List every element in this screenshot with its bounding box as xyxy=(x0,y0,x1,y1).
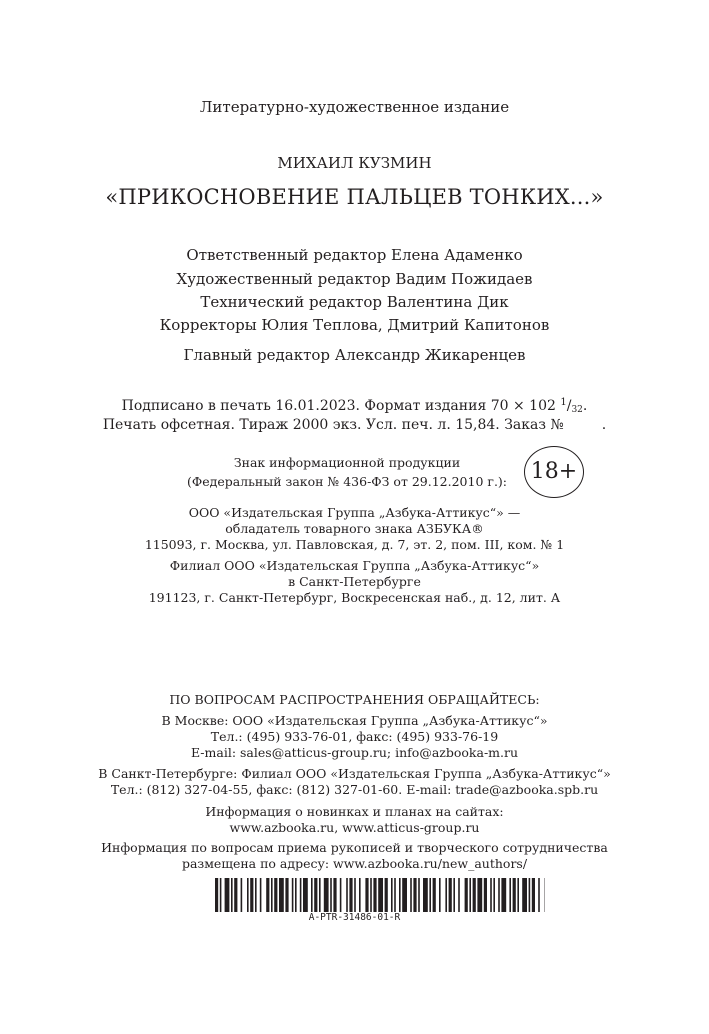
barcode-bar xyxy=(295,878,297,912)
credit-line: Технический редактор Валентина Дик xyxy=(200,293,509,311)
barcode-bar xyxy=(330,878,332,912)
barcode-bar xyxy=(354,878,356,912)
barcode-bar xyxy=(493,878,495,912)
barcode-bar xyxy=(385,878,388,912)
branch-address: 191123, г. Санкт-Петербург, Воскресенская наб., д. 12, лит. А xyxy=(148,590,561,605)
barcode-bar xyxy=(449,878,452,912)
barcode-bar xyxy=(231,878,233,912)
barcode-bar xyxy=(509,878,511,912)
barcode-bar xyxy=(340,878,342,912)
barcode-bar xyxy=(365,878,368,912)
barcode-bar xyxy=(349,878,352,912)
barcode-bar xyxy=(410,878,412,912)
author-name: МИХАИЛ КУЗМИН xyxy=(277,154,432,172)
barcode-bar xyxy=(529,878,531,912)
barcode-bar xyxy=(445,878,447,912)
barcode-bar xyxy=(359,878,361,912)
barcode-bar xyxy=(391,878,393,912)
branch-line: в Санкт-Петербурге xyxy=(288,574,421,589)
barcode-bar xyxy=(247,878,249,912)
format-period: . xyxy=(582,398,588,414)
barcode-bar xyxy=(490,878,492,912)
barcode-bar xyxy=(453,878,455,912)
barcode-bar xyxy=(285,878,288,912)
format-numerator: 1 xyxy=(560,397,567,408)
barcode-bar xyxy=(241,878,243,912)
print-run-text: Печать офсетная. Тираж 2000 экз. Усл. печ. л. 15,84. Заказ № xyxy=(102,417,564,433)
spb-contact: В Санкт-Петербурге: Филиал ООО «Издательская Группа „Азбука-Аттикус“» xyxy=(98,766,611,781)
barcode-bar xyxy=(423,878,428,912)
barcode-bar xyxy=(324,878,329,912)
barcode-bar xyxy=(303,878,308,912)
barcode-bar xyxy=(319,878,321,912)
barcode-bar xyxy=(266,878,269,912)
barcode-bar xyxy=(255,878,257,912)
format-slash: / xyxy=(566,398,572,414)
barcode-bar xyxy=(522,878,527,912)
barcode-bar xyxy=(300,878,302,912)
credit-line: Художественный редактор Вадим Пожидаев xyxy=(176,270,533,288)
barcode-bar xyxy=(538,878,540,912)
credit-line: Корректоры Юлия Теплова, Дмитрий Капитонов xyxy=(159,316,550,334)
barcode-bar xyxy=(439,878,441,912)
manuscript-info: размещена по адресу: www.azbooka.ru/new_authors/ xyxy=(181,856,528,871)
publisher-line: обладатель товарного знака АЗБУКА® xyxy=(225,521,484,536)
barcode-bar xyxy=(225,878,230,912)
barcode-bar xyxy=(311,878,313,912)
barcode-bar xyxy=(402,878,407,912)
moscow-contact: Тел.: (495) 933-76-01, факс: (495) 933-76-19 xyxy=(210,729,499,744)
barcode-bar xyxy=(373,878,376,912)
barcode-bar xyxy=(234,878,237,912)
barcode-bar xyxy=(274,878,277,912)
barcode-bar xyxy=(378,878,383,912)
book-title: «ПРИКОСНОВЕНИЕ ПАЛЬЦЕВ ТОНКИХ...» xyxy=(105,185,604,209)
barcode-bar xyxy=(314,878,317,912)
barcode-bar xyxy=(465,878,468,912)
distribution-heading: ПО ВОПРОСАМ РАСПРОСТРАНЕНИЯ ОБРАЩАЙТЕСЬ: xyxy=(169,692,540,707)
publisher-address: 115093, г. Москва, ул. Павловская, д. 7, эт. 2, пом. III, ком. № 1 xyxy=(144,537,565,552)
barcode-bar xyxy=(501,878,506,912)
print-info-line-2 xyxy=(0,418,709,432)
publisher-line: ООО «Издательская Группа „Азбука-Аттикус“» — xyxy=(188,505,521,520)
barcode-bar xyxy=(346,878,348,912)
print-format-text: Подписано в печать 16.01.2023. Формат издания 70 × 102 xyxy=(121,398,556,414)
info-product-law: (Федеральный закон № 436-ФЗ от 29.12.2010 г.): xyxy=(186,474,508,489)
barcode-bar xyxy=(250,878,253,912)
barcode-caption: A-PTR-31486-01-R xyxy=(308,912,401,923)
barcode-bar xyxy=(429,878,431,912)
edition-type: Литературно-художественное издание xyxy=(199,98,510,116)
barcode-bar xyxy=(292,878,294,912)
moscow-contact: В Москве: ООО «Издательская Группа „Азбука-Аттикус“» xyxy=(161,713,548,728)
spb-contact: Тел.: (812) 327-04-55, факс: (812) 327-01-60. E-mail: trade@azbooka.spb.ru xyxy=(110,782,599,797)
barcode-bar xyxy=(532,878,535,912)
barcode-bar xyxy=(394,878,396,912)
barcode-bar xyxy=(477,878,482,912)
barcode-bar xyxy=(279,878,284,912)
barcode-bar xyxy=(458,878,460,912)
barcode-bar xyxy=(473,878,476,912)
barcode-bar xyxy=(215,878,218,912)
order-period: . xyxy=(601,417,607,433)
barcode-bar xyxy=(370,878,372,912)
print-info-line-1 xyxy=(0,398,709,415)
news-info: Информация о новинках и планах на сайтах: xyxy=(205,804,504,819)
barcode xyxy=(215,878,545,912)
age-rating-badge: 18+ xyxy=(524,446,584,498)
barcode-bar xyxy=(498,878,500,912)
barcode-bar xyxy=(469,878,471,912)
info-product-label: Знак информационной продукции xyxy=(233,455,461,470)
news-info: www.azbooka.ru, www.atticus-group.ru xyxy=(229,820,480,835)
barcode-bar xyxy=(399,878,401,912)
credit-line: Ответственный редактор Елена Адаменко xyxy=(186,246,523,264)
barcode-bar xyxy=(484,878,487,912)
format-denominator: 32 xyxy=(571,405,583,415)
barcode-bar xyxy=(220,878,222,912)
barcode-bar xyxy=(418,878,420,912)
branch-line: Филиал ООО «Издательская Группа „Азбука-Аттикус“» xyxy=(169,558,540,573)
barcode-bar xyxy=(333,878,336,912)
barcode-bar xyxy=(513,878,516,912)
manuscript-info: Информация по вопросам приема рукописей и творческого сотрудничества xyxy=(101,840,608,855)
chief-editor: Главный редактор Александр Жикаренцев xyxy=(183,346,526,364)
barcode-bar xyxy=(271,878,273,912)
barcode-bar xyxy=(260,878,262,912)
barcode-bar xyxy=(413,878,416,912)
barcode-bar xyxy=(517,878,519,912)
moscow-contact: E-mail: sales@atticus-group.ru; info@azbooka-m.ru xyxy=(190,745,519,760)
barcode-bar xyxy=(433,878,436,912)
